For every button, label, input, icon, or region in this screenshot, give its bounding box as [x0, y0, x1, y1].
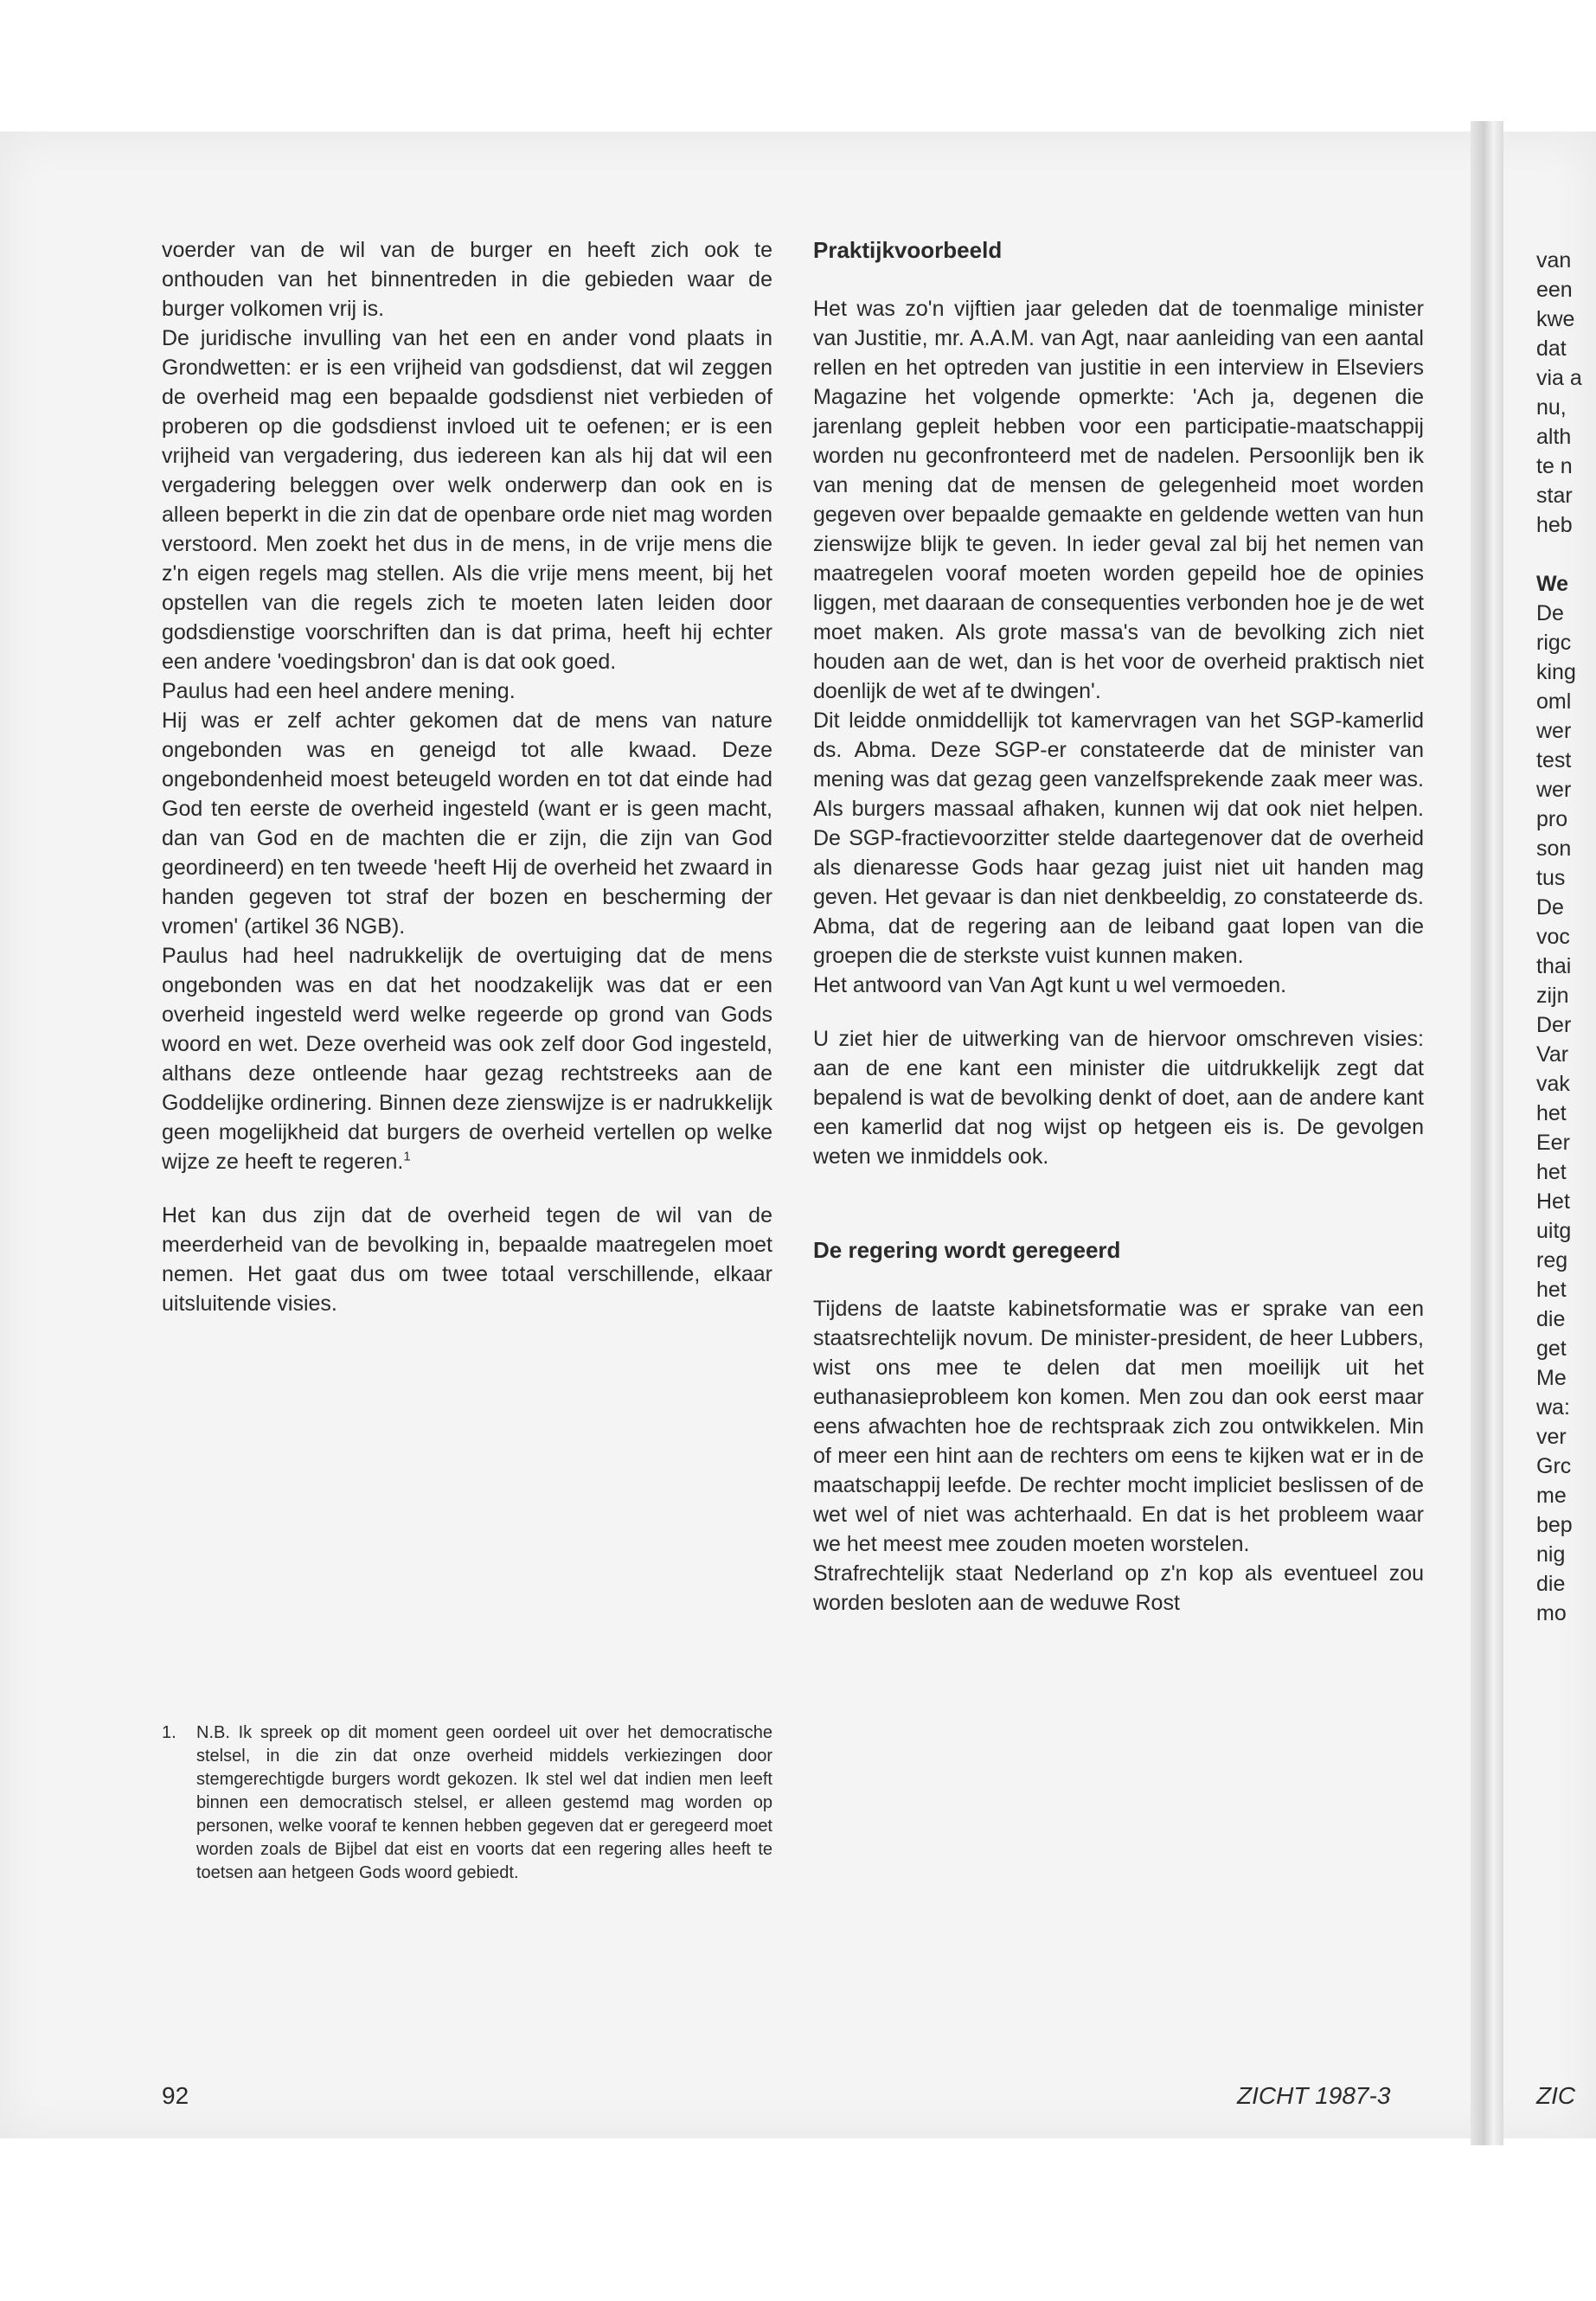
fragment-line: te n	[1536, 454, 1573, 478]
fragment-line: wer	[1536, 719, 1572, 743]
fragment-line: me	[1536, 1484, 1567, 1508]
fragment-line: uitg	[1536, 1219, 1572, 1243]
fragment-line: De	[1536, 601, 1564, 625]
running-head: ZICHT 1987-3	[1237, 2082, 1391, 2109]
fragment-line: het	[1536, 1101, 1567, 1125]
fragment-line: son	[1536, 836, 1572, 861]
fragment-line: Der	[1536, 1013, 1572, 1037]
fragment-line: een	[1536, 278, 1573, 302]
section-heading-regering: De regering wordt geregeerd	[813, 1237, 1121, 1263]
closing-paragraph: Het kan dus zijn dat de overheid tegen de wil van de meerderheid van de bevolking in, bepaalde maatregelen moet nemen. Het gaat dus om twee totaal verschillende, elkaar uitsluitende visies.	[162, 1203, 772, 1316]
fragment-line: oml	[1536, 689, 1572, 714]
paragraph: Het was zo'n vijftien jaar geleden dat de toenmalige minister van Justitie, mr. A.A.M. van Agt, naar aanleiding van een aantal rellen en het optreden van justitie in een interview in Elseviers Magazine het volgende opmerkte: 'Ach ja, degenen die jarenlang gepleit hebben voor een participatie-maatschappij worden nu geconfronteerd met de nadelen. Persoonlijk ben ik van mening dat de mensen de gelegenheid moet worden gegeven over bepaalde gemaakte en geldende wetten van hun zienswijze blijk te geven. In ieder geval zal bij het nemen van maatregelen vooraf moeten worden gepeild hoe de opinies liggen, met daaraan de consequenties verbonden hoe je de wet moet maken. Als grote massa's van de bevolking zich niet houden aan de wet, dan is het voor de overheid praktisch niet doenlijk de wet af te dwingen'.	[813, 297, 1424, 703]
fragment-line: kwe	[1536, 307, 1575, 331]
fragment-line: rigc	[1536, 631, 1572, 655]
fragment-line: die	[1536, 1307, 1566, 1331]
section-heading-praktijkvoorbeeld: Praktijkvoorbeeld	[813, 237, 1003, 263]
fragment-line: zijn	[1536, 984, 1569, 1008]
fragment-line: Het	[1536, 1189, 1570, 1214]
paragraph: Hij was er zelf achter gekomen dat de mens van nature ongebonden was en geneigd tot alle kwaad. Deze ongebondenheid moest beteugeld worden en tot dat einde had God ten eerste de overheid ingesteld (want er is geen macht, dan van God en de machten die er zijn, die zijn van God geordineerd) en ten tweede 'heeft Hij de overheid het zwaard in handen gegeven tot straf der bozen en bescherming der vromen' (artikel 36 NGB).	[162, 708, 772, 939]
paragraph: voerder van de wil van de burger en heeft zich ook te onthouden van het binnentreden in die gebieden waar de burger volkomen vrij is.	[162, 238, 772, 321]
fragment-line: pro	[1536, 807, 1568, 831]
fragment-line: van	[1536, 248, 1572, 272]
fragment-line: thai	[1536, 954, 1572, 978]
footnote	[162, 1721, 772, 1885]
fragment-line: het	[1536, 1278, 1567, 1302]
book-gutter	[1471, 121, 1503, 2145]
fragment-line: vak	[1536, 1072, 1570, 1096]
fragment-line: test	[1536, 748, 1572, 772]
footnote-number: 1.	[162, 1723, 176, 1742]
paragraph: De juridische invulling van het een en ander vond plaats in Grondwetten: er is een vrijheid van godsdienst, dat wil zeggen de overheid mag een bepaalde godsdienst niet verbieden of proberen op die godsdienst invloed uit te oefenen; er is een vrijheid van vergadering, dus iedereen kan als hij dat wil een vergadering beleggen over welk onderwerp dan ook en is alleen beperkt in die zin dat de openbare orde niet mag worden verstoord. Men zoekt het dus in de mens, in de vrije mens die z'n eigen regels mag stellen. Als die vrije mens meent, bij het opstellen van die regels zich te moeten laten leiden door godsdienstige voorschriften dan is dat prima, heeft hij echter een andere 'voedingsbron' dan is dat ook goed.	[162, 326, 772, 674]
paragraph-with-footnote	[162, 941, 772, 1176]
paragraph: Strafrechtelijk staat Nederland op z'n kop als eventueel zou worden besloten aan de weduwe Rost	[813, 1561, 1424, 1615]
running-head-next: ZIC	[1536, 2082, 1576, 2109]
fragment-line: get	[1536, 1336, 1567, 1361]
fragment-line: die	[1536, 1572, 1566, 1596]
fragment-line: Var	[1536, 1042, 1569, 1067]
footnote-marker: 1	[403, 1149, 411, 1164]
paragraph: Tijdens de laatste kabinetsformatie was er sprake van een staatsrechtelijk novum. De minister-president, de heer Lubbers, wist ons mee te delen dat men moeilijk uit het euthanasieprobleem kon komen. Men zou dan ook eerst maar eens afwachten hoe de rechtspraak zich zou ontwikkelen. Min of meer een hint aan de rechters om eens te kijken wat er in de maatschappij leefde. De rechter mocht impliciet beslissen of de wet wel of niet was achterhaald. En dat is het probleem waar we het meest mee zouden moeten worstelen.	[813, 1297, 1424, 1556]
fragment-line: king	[1536, 660, 1576, 684]
fragment-line: nu,	[1536, 395, 1567, 420]
fragment-line	[1536, 540, 1596, 569]
left-column	[162, 235, 772, 1318]
fragment-line: wa:	[1536, 1395, 1570, 1420]
footnote-text: N.B. Ik spreek op dit moment geen oordeel uit over het democratische stelsel, in die zin dat onze overheid middels verkiezingen door stemgerechtigde burgers wordt gekozen. Ik stel wel dat indien men leeft binnen een democratisch stelsel, er alleen gestemd mag worden op personen, welke vooraf te kennen hebben gegeven dat er geregeerd moet worden zoals de Bijbel dat eist en voorts dat een regering alles heeft te toetsen aan hetgeen Gods woord gebiedt.	[196, 1723, 772, 1882]
fragment-line: star	[1536, 484, 1573, 508]
fragment-line: voc	[1536, 925, 1570, 949]
paragraph: Dit leidde onmiddellijk tot kamervragen van het SGP-kamerlid ds. Abma. Deze SGP-er constateerde dat de minister van mening was dat gezag geen vanzelfsprekende zaak meer was. Als burgers massaal afhaken, kunnen wij dat ook niet helpen. De SGP-fractievoorzitter stelde daartegenover dat de overheid als dienaresse Gods haar gezag juist niet uit handen mag geven. Het gevaar is dan niet denkbeeldig, zo constateerde ds. Abma, dat de regering aan de leiband gaat lopen van die groepen die de sterkste vuist kunnen maken.	[813, 708, 1424, 968]
page-number: 92	[162, 2082, 189, 2109]
paragraph: Paulus had een heel andere mening.	[162, 679, 516, 703]
middle-column	[813, 235, 1424, 1618]
paragraph: Het antwoord van Van Agt kunt u wel vermoeden.	[813, 973, 1287, 997]
fragment-line: reg	[1536, 1248, 1568, 1272]
fragment-line: ver	[1536, 1425, 1567, 1449]
next-page-fragment	[1536, 246, 1596, 1628]
fragment-line: bep	[1536, 1513, 1573, 1537]
fragment-line: Me	[1536, 1366, 1567, 1390]
paragraph: U ziet hier de uitwerking van de hiervoor omschreven visies: aan de ene kant een minister die uitdrukkelijk zegt dat bepalend is wat de bevolking denkt of doet, aan de andere kant een kamerlid dat nog wijst op hetgeen eis is. De gevolgen weten we inmiddels ook.	[813, 1027, 1424, 1169]
fragment-line: wer	[1536, 778, 1572, 802]
fragment-line: via a	[1536, 366, 1582, 390]
fragment-line: dat	[1536, 336, 1567, 361]
paragraph-text: Paulus had heel nadrukkelijk de overtuiging dat de mens ongebonden was en dat het noodzakelijk was dat er een overheid ingesteld werd welke regeerde op grond van Gods woord en wet. Deze overheid was ook zelf door God ingesteld, althans deze ontleende haar gezag rechtstreeks aan de Goddelijke ordinering. Binnen deze zienswijze is er nadrukkelijk geen mogelijkheid dat burgers de overheid vertellen op welke wijze ze heeft te regeren.	[162, 944, 772, 1174]
fragment-line: nig	[1536, 1542, 1566, 1567]
fragment-line: Eer	[1536, 1131, 1570, 1155]
fragment-line: Grc	[1536, 1454, 1572, 1478]
fragment-line: mo	[1536, 1601, 1567, 1625]
fragment-line: alth	[1536, 425, 1572, 449]
fragment-line: het	[1536, 1160, 1567, 1184]
fragment-line: De	[1536, 895, 1564, 920]
fragment-line: heb	[1536, 513, 1573, 537]
fragment-line: We	[1536, 572, 1569, 596]
fragment-line: tus	[1536, 866, 1566, 890]
